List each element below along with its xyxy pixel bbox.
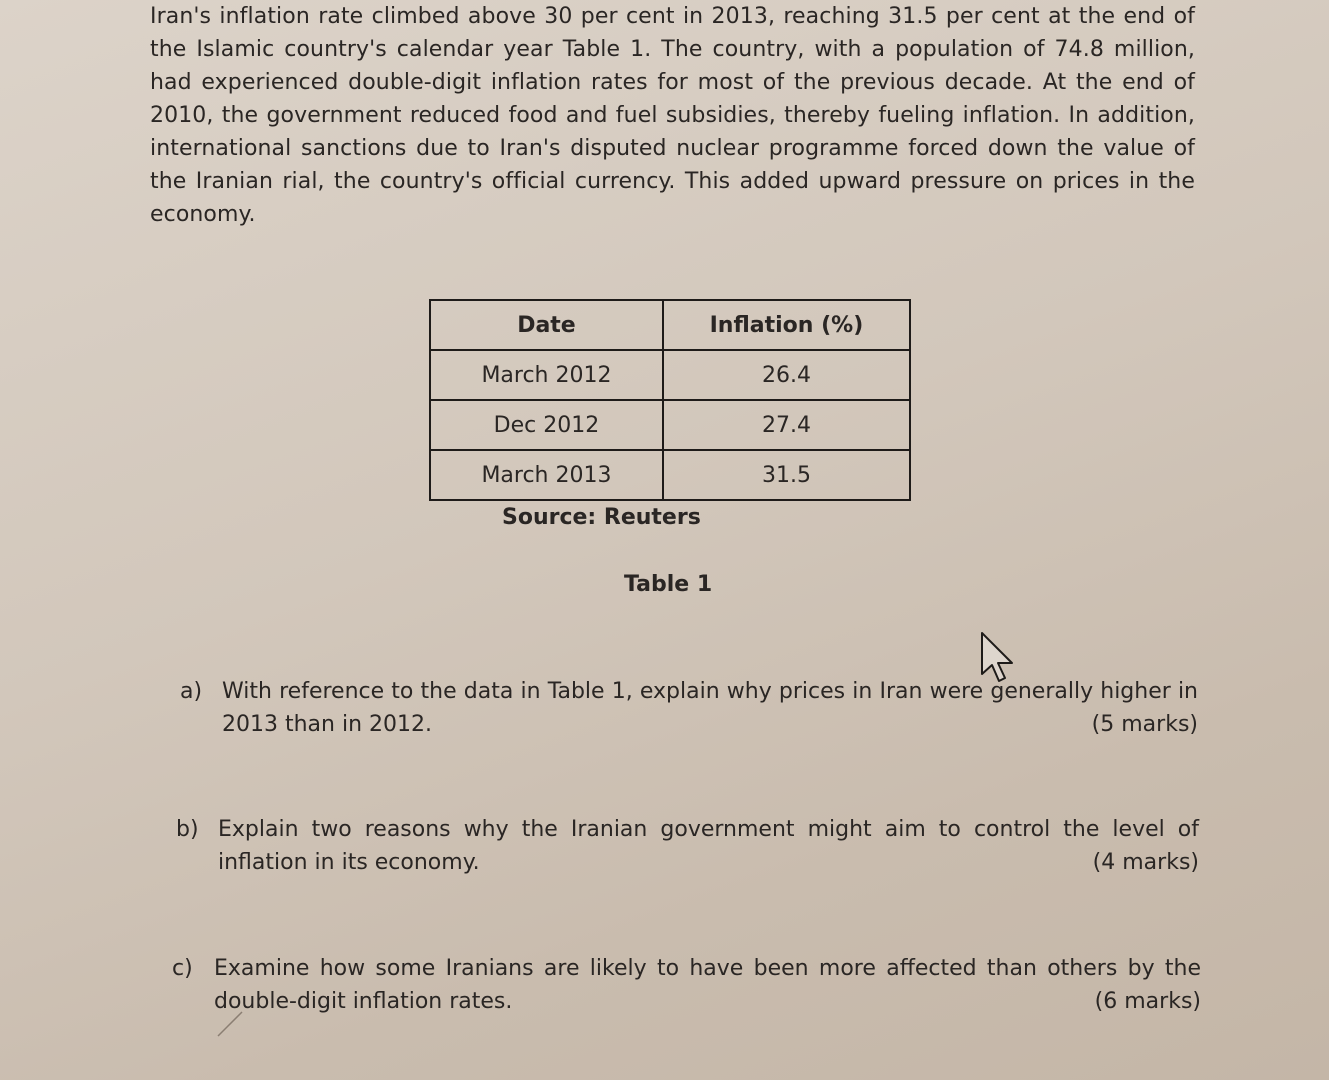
intro-text bbox=[150, 0, 1195, 231]
table-row bbox=[430, 450, 910, 500]
question-text: Explain two reasons why the Iranian government might aim to control the level of inflation in its economy. bbox=[218, 817, 1199, 875]
cell-inflation: 31.5 bbox=[663, 450, 910, 500]
question-letter: a) bbox=[180, 679, 203, 704]
cell-inflation: 26.4 bbox=[663, 350, 910, 400]
question-marks: (4 marks) bbox=[1092, 850, 1199, 875]
table-header-row bbox=[430, 300, 910, 350]
question-marks: (5 marks) bbox=[1091, 712, 1198, 737]
question-b bbox=[176, 813, 1199, 883]
cell-inflation: 27.4 bbox=[663, 400, 910, 450]
question-letter: b) bbox=[176, 817, 199, 842]
table-source: Source: Reuters bbox=[502, 505, 701, 530]
cell-date: March 2013 bbox=[430, 450, 663, 500]
pen-stroke-mark bbox=[216, 1008, 246, 1038]
header-date: Date bbox=[430, 300, 663, 350]
cell-date: March 2012 bbox=[430, 350, 663, 400]
table-row bbox=[430, 400, 910, 450]
header-inflation: Inflation (%) bbox=[663, 300, 910, 350]
cell-date: Dec 2012 bbox=[430, 400, 663, 450]
question-a bbox=[180, 675, 1198, 745]
mouse-pointer-icon bbox=[978, 630, 1020, 684]
question-marks: (6 marks) bbox=[1094, 989, 1201, 1014]
question-c bbox=[172, 952, 1201, 1022]
question-text: With reference to the data in Table 1, explain why prices in Iran were generally higher in 2013 than in 2012. bbox=[222, 679, 1198, 737]
inflation-table bbox=[429, 299, 911, 501]
question-letter: c) bbox=[172, 956, 193, 981]
question-text: Examine how some Iranians are likely to have been more affected than others by the double-digit inflation rates. bbox=[214, 956, 1201, 1014]
intro-paragraph: Iran's inflation rate climbed above 30 per cent in 2013, reaching 31.5 per cent at the end of the Islamic country's calendar year Table 1. The country, with a population of 74.8 million, had experienced double-digit inflation rates for most of the previous decade. At the end of 2010, the government reduced food and fuel subsidies, thereby fueling inflation. In addition, international sanctions due to Iran's disputed nuclear programme forced down the value of the Iranian rial, the country's official currency. This added upward pressure on prices in the economy. bbox=[150, 4, 1195, 227]
table-row bbox=[430, 350, 910, 400]
table-caption: Table 1 bbox=[624, 572, 713, 597]
